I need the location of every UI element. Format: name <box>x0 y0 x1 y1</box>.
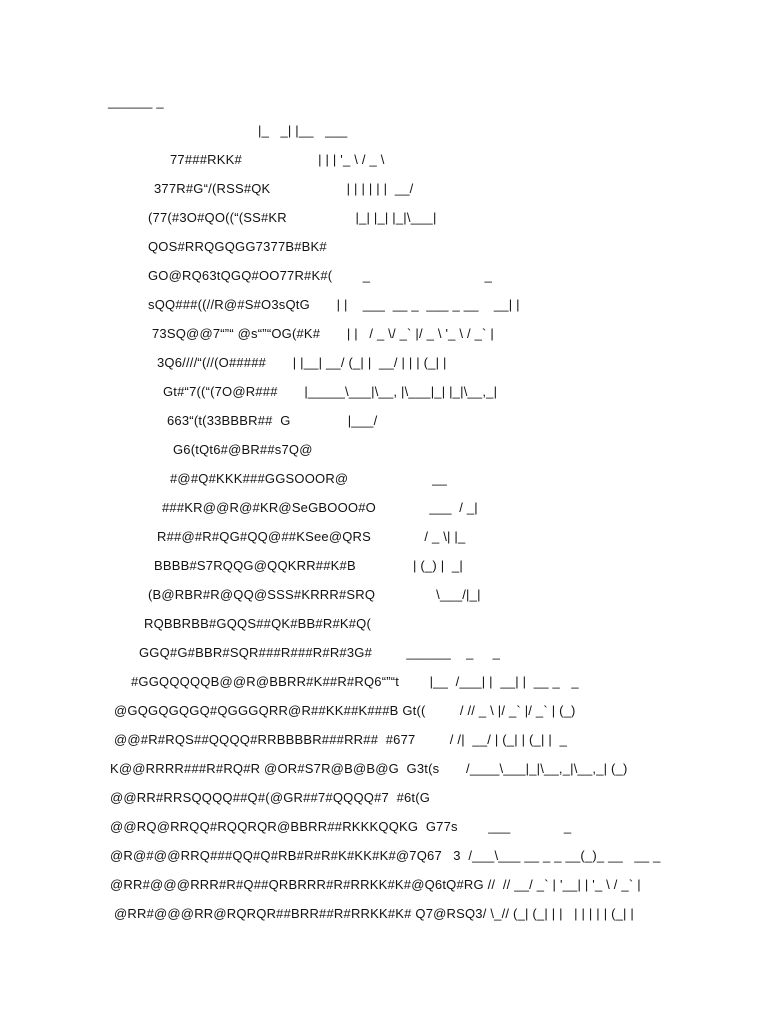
text-line: GGQ#G#BBR#SQR###R###R#R#3G# ______ _ _ <box>139 645 501 660</box>
text-line: @GQGQGQGQ#QGGGQRR@R##KK##K###B Gt(( / // _ \ |/ _` |/ _` | (_) <box>114 703 576 718</box>
text-line: sQQ###((//R@#S#O3sQtG | | ___ __ _ ___ _ __ __| | <box>148 297 520 312</box>
text-line: 377R#G“/(RSS#QK | | | | | | __/ <box>154 181 414 196</box>
text-line: 3Q6////“(//(O##### | |__| __/ (_| | __/ | | | (_| | <box>157 355 447 370</box>
text-line: @R@#@@RRQ###QQ#Q#RB#R#R#K#KK#K#@7Q67 3 /___\___ __ _ _ __(_)_ __ __ _ <box>110 848 661 863</box>
text-line: Gt#“7((“(7O@R### |_____\___|\__, |\___|_| |_|\__,_| <box>163 384 498 399</box>
text-line: K@@RRRR###R#RQ#R @OR#S7R@B@B@G G3t(s /____\___|_|\__,_|\__,_| (_) <box>110 761 628 776</box>
text-line: (B@RBR#R@QQ@SSS#KRRR#SRQ \___/|_| <box>148 587 481 602</box>
text-line: R##@#R#QG#QQ@##KSee@QRS / _ \| |_ <box>157 529 466 544</box>
text-line: 73SQ@@7“”“ @s“”“OG(#K# | | / _ \/ _` |/ _ \ '_ \ / _` | <box>152 326 494 341</box>
text-line: @@RQ@RRQQ#RQQRQR@BBRR##RKKKQQKG G77s ___ _ <box>110 819 572 834</box>
text-line: #@#Q#KKK###GGSOOOR@ __ <box>170 471 448 486</box>
text-line: ______ _ <box>108 94 164 109</box>
text-line: 663“(t(33BBBR## G |___/ <box>167 413 378 428</box>
text-line: QOS#RRQGQGG7377B#BK# <box>148 239 327 254</box>
text-line: @@#R#RQS##QQQQ#RRBBBBR###RR## #677 / /| __/ | (_| | (_| | _ <box>114 732 567 747</box>
text-line: #GGQQQQQB@@R@BBRR#K##R#RQ6“”“t |__ /___| | __| | __ _ _ <box>131 674 579 689</box>
text-line: BBBB#S7RQQG@QQKRR##K#B | (_) | _| <box>154 558 463 573</box>
text-line: 77###RKK# | | | '_ \ / _ \ <box>170 152 385 167</box>
text-line: ###KR@@R@#KR@SeGBOOO#O ___ / _| <box>162 500 478 515</box>
text-line: @RR#@@@RR@RQRQR##BRR##R#RRKK#K# Q7@RSQ3/ \_// (_| (_| | | | | | | | (_| | <box>114 906 635 921</box>
text-line: @RR#@@@RRR#R#Q##QRBRRR#R#RRKK#K#@Q6tQ#RG // // __/ _` | '__| | '_ \ / _` | <box>110 877 641 892</box>
text-line: GO@RQ63tQGQ#OO77R#K#( _ _ <box>148 268 492 283</box>
text-line: (77(#3O#QO((“(SS#KR |_| |_| |_|\___| <box>148 210 437 225</box>
text-line: |_ _| |__ ___ <box>258 123 348 138</box>
text-line: RQBBRBB#GQQS##QK#BB#R#K#Q( <box>144 616 372 631</box>
text-line: G6(tQt6#@BR##s7Q@ <box>173 442 313 457</box>
text-line: @@RR#RRSQQQQ##Q#(@GR##7#QQQQ#7 #6t(G <box>110 790 431 805</box>
